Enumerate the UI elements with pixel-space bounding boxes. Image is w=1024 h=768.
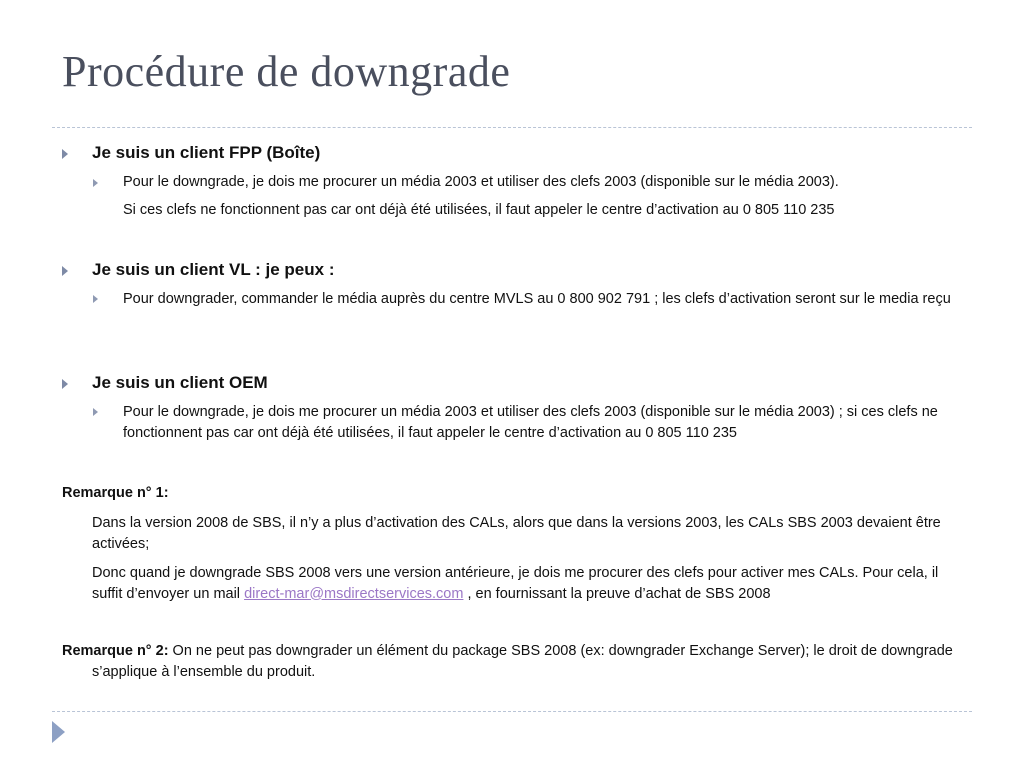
remark-2-text: On ne peut pas downgrader un élément du package SBS 2008 (ex: downgrader Exchange Server); le droit de downgrade s’applique à l’ensemble du produit.	[92, 643, 953, 680]
section-item-oem-1: Pour le downgrade, je dois me procurer un média 2003 et utiliser des clefs 2003 (disponible sur le média 2003) ; si ces clefs ne fonctionnent pas car ont déjà été utilisées, il faut appeler le centre d’activation au 0 805 110 235	[123, 404, 938, 441]
remark-1-title: Remarque n° 1:	[62, 485, 169, 501]
triangle-bullet-icon	[62, 379, 68, 389]
slide-title: Procédure de downgrade	[62, 47, 511, 96]
section-item-vl-1: Pour downgrader, commander le média auprès du centre MVLS au 0 800 902 791 ; les clefs d’activation seront sur le media reçu	[123, 291, 951, 307]
triangle-bullet-icon	[93, 179, 98, 187]
remark-1-paragraph-2	[92, 563, 960, 604]
remark-2-title: Remarque n° 2:	[62, 643, 169, 659]
remark-1-paragraph-2-tail: , en fournissant la preuve d’achat de SBS 2008	[463, 585, 771, 602]
triangle-bullet-icon	[62, 266, 68, 276]
triangle-bullet-icon	[93, 408, 98, 416]
section-heading-fpp: Je suis un client FPP (Boîte)	[92, 143, 321, 162]
section-item-fpp-2: Si ces clefs ne fonctionnent pas car ont déjà été utilisées, il faut appeler le centre d’activation au 0 805 110 235	[123, 202, 835, 218]
bottom-divider	[52, 711, 972, 712]
triangle-bullet-icon	[62, 149, 68, 159]
top-divider	[52, 127, 972, 128]
remark-2	[62, 641, 957, 682]
email-link[interactable]: direct-mar@msdirectservices.com	[244, 585, 464, 602]
remark-1-paragraph-1: Dans la version 2008 de SBS, il n’y a plus d’activation des CALs, alors que dans la versions 2003, les CALs SBS 2003 devaient être activées;	[92, 515, 941, 552]
section-item-fpp-1: Pour le downgrade, je dois me procurer un média 2003 et utiliser des clefs 2003 (disponible sur le média 2003).	[123, 174, 839, 190]
next-slide-arrow-icon[interactable]	[52, 721, 65, 743]
section-heading-vl: Je suis un client VL : je peux :	[92, 260, 335, 279]
remark-1-paragraph-2-text: Donc quand je downgrade SBS 2008 vers une version antérieure, je dois me procurer des clefs pour activer mes CALs. Pour cela, il suffit d’envoyer un mail	[92, 565, 939, 602]
section-heading-oem: Je suis un client OEM	[92, 373, 268, 392]
triangle-bullet-icon	[93, 295, 98, 303]
